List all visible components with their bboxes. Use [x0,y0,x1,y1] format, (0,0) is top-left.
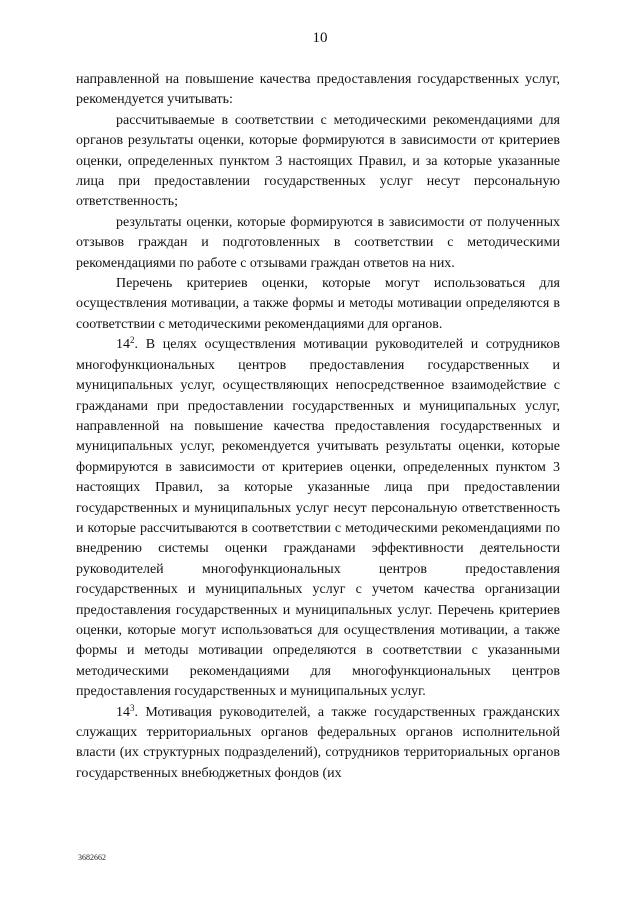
paragraph-text: результаты оценки, которые формируются в зависимости от полученных отзывов граждан и подготовленных в соответствии с методическими рекомендациями по работе с отзывами граждан ответов на них. [76,214,560,271]
page-number: 10 [312,30,328,46]
paragraph-14-3 [76,703,560,785]
paragraph-text: Перечень критериев оценки, которые могут использоваться для осуществления мотивации, а также формы и методы мотивации определяются в соответствии с методическими рекомендациями для органов. [76,276,560,332]
paragraph-number-superscript: 2 [130,335,135,346]
paragraph-text: рассчитываемые в соответствии с методическими рекомендациями для органов результаты оценки, которые формируются в зависимости от критериев оценки, определенных пунктом 3 настоящих Правил, и за которые указанные лица при предоставлении государственных услуг несут персональную ответственность; [76,112,560,210]
paragraph-14-2 [76,335,560,702]
paragraph-text: . В целях осуществления мотивации руководителей и сотрудников многофункциональных центров предоставления государственных и муниципальных услуг, осуществляющих непосредственное взаимодействие с гражданами при предоставлении государственных и муниципальных услуг, направленной на повышение качества предоставления государственных и муниципальных услуг, рекомендуется учитывать результаты оценки, которые формируются в зависимости от критериев оценки, определенных пунктом 3 настоящих Правил, за которые указанные лица при предоставлении государственных и муниципальных услуг несут персональную ответственность и которые рассчитываются в соответствии с методическими рекомендациями по внедрению системы оценки гражданами эффективности деятельности руководителей многофункциональных центров предоставления государственных и муниципальных услуг с учетом качества организации предоставления государственных и муниципальных услуг. Перечень критериев оценки, которые могут использоваться для осуществления мотивации, а также формы и методы мотивации определяются в соответствии с указанными методическими рекомендациями для многофункциональных центров предоставления государственных и муниципальных услуг. [76,337,560,700]
paragraph-number [116,702,135,720]
paragraph-text: направленной на повышение качества предоставления государственных услуг, рекомендуется учитывать: [76,72,560,108]
document-id-code: 3682662 [78,853,106,862]
paragraph [76,111,560,213]
paragraph-continuation [76,70,560,111]
paragraph-number [116,337,135,352]
paragraph-text: . Мотивация руководителей, а также государственных гражданских служащих территориальных органов федеральных органов исполнительной власти (их структурных подразделений), сотрудников территориальных органов государственных внебюджетных фондов (их [76,704,560,781]
paragraph [76,274,560,335]
document-body [76,70,560,784]
paragraph [76,213,560,274]
paragraph-number-main: 14 [116,337,130,353]
paragraph-number-superscript: 3 [130,702,135,713]
paragraph-number-main: 14 [116,704,130,720]
